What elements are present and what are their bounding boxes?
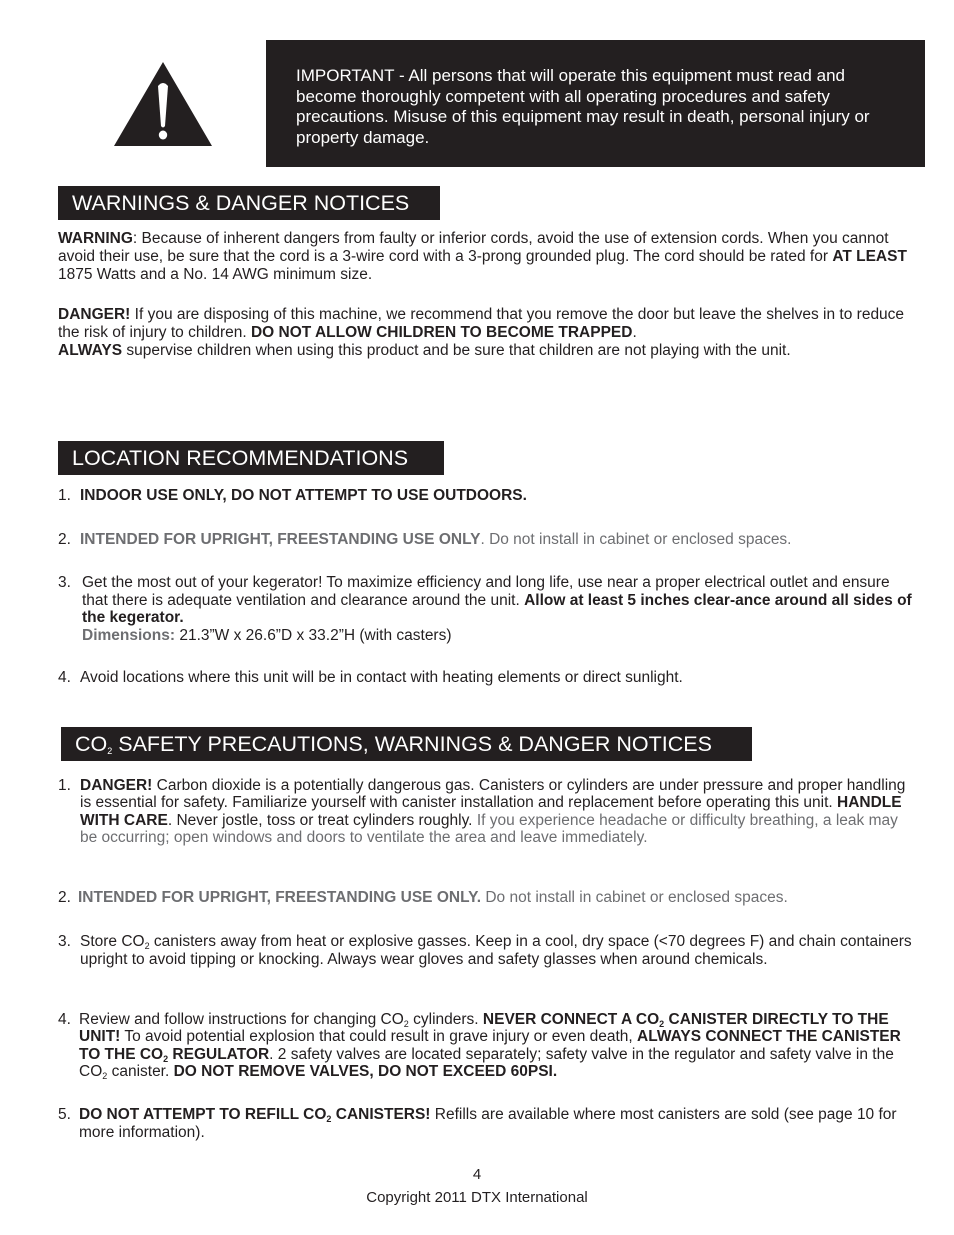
co2-item-text: To avoid potential explosion that could result in grave injury or even death, xyxy=(120,1028,638,1046)
item-number: 2. xyxy=(58,531,71,548)
dimensions-label: Dimensions: xyxy=(82,626,176,644)
location-item xyxy=(58,574,914,644)
always-label: ALWAYS xyxy=(58,342,123,359)
danger-paragraph xyxy=(58,306,914,360)
co2-item-text: . 2 safety valves are located separately; safety valve in the regulator and safety valve in the CO xyxy=(79,1045,894,1080)
location-title: LOCATION RECOMMENDATIONS xyxy=(72,446,409,470)
important-notice xyxy=(266,40,925,167)
warnings-section-header xyxy=(58,186,440,220)
warning-paragraph xyxy=(58,230,914,284)
page-number: 4 xyxy=(472,1166,482,1183)
location-item-text: Get the most out of your kegerator! To maximize efficiency and long life, use near a proper electrical outlet and ensure that there is adequate ventilation and clearance around the unit. xyxy=(82,574,890,609)
warning-label: WARNING xyxy=(58,230,133,247)
co2-title-pre: CO xyxy=(75,732,108,756)
item-number: 4. xyxy=(58,1011,71,1028)
item-number: 3. xyxy=(58,933,71,950)
item-number: 5. xyxy=(58,1106,71,1123)
item-number: 3. xyxy=(58,574,71,591)
co2-title-sub: 2 xyxy=(107,746,113,756)
warning-bold: AT LEAST xyxy=(832,248,907,265)
co2-item-bold: INTENDED FOR UPRIGHT, FREESTANDING USE ONLY. xyxy=(78,889,482,906)
co2-sub: 2 xyxy=(403,1019,409,1029)
co2-title-post: SAFETY PRECAUTIONS, WARNINGS & DANGER NOTICES xyxy=(112,732,712,756)
location-item-bold: INTENDED FOR UPRIGHT, FREESTANDING USE ONLY xyxy=(80,531,481,548)
warnings-title: WARNINGS & DANGER NOTICES xyxy=(72,191,410,215)
location-item-text: . Do not install in cabinet or enclosed spaces. xyxy=(480,531,792,548)
co2-item xyxy=(58,1011,914,1080)
location-item xyxy=(58,531,914,549)
danger-text: If you are disposing of this machine, we recommend that you remove the door but leave the shelves in to reduce the risk of injury to children. xyxy=(58,306,905,341)
warning-triangle-icon xyxy=(112,60,214,148)
important-text: IMPORTANT - All persons that will operate this equipment must read and become thoroughly competent with all operating procedures and safety precautions. Misuse of this equipment may result in death, personal injury or property damage. xyxy=(296,66,870,147)
danger-bold: DO NOT ALLOW CHILDREN TO BECOME TRAPPED xyxy=(250,324,633,341)
co2-item-text: . Never jostle, toss or treat cylinders roughly. xyxy=(167,811,477,829)
co2-section-header xyxy=(61,727,752,761)
co2-item-text: Carbon dioxide is a potentially dangerous gas. Canisters or cylinders are under pressure and proper handling is essential for safety. Familiarize yourself with canister installation and replacement before operating this unit. xyxy=(80,777,906,812)
co2-item-text: canisters away from heat or explosive gasses. Keep in a cool, dry space (<70 degrees F) and chain containers upright to avoid tipping or knocking. Always wear gloves and safety glasses when around chemicals. xyxy=(80,933,912,968)
co2-sub: 2 xyxy=(326,1114,332,1124)
co2-item-text: cylinders. xyxy=(408,1011,483,1028)
dimensions-value: 21.3”W x 26.6”D x 33.2”H (with casters) xyxy=(175,626,452,644)
co2-sub: 2 xyxy=(659,1019,665,1029)
co2-item xyxy=(58,1106,914,1141)
co2-item-gray: If you experience headache or difficulty breathing, a leak may be occurring; open windows and doors to ventilate the area and leave immediately. xyxy=(80,811,898,846)
co2-item xyxy=(58,777,914,846)
co2-sub: 2 xyxy=(144,941,150,951)
location-section-header xyxy=(58,441,444,475)
co2-item-bold: HANDLE WITH CARE xyxy=(80,794,902,829)
danger-label: DANGER! xyxy=(58,306,131,323)
co2-item-text: Do not install in cabinet or enclosed spaces. xyxy=(481,889,788,906)
co2-item-bold: ALWAYS CONNECT THE CANISTER TO THE CO xyxy=(79,1028,901,1063)
danger-text-end: . xyxy=(632,324,637,341)
co2-item-bold: CANISTERS! xyxy=(331,1106,431,1123)
co2-item-text: canister. xyxy=(107,1062,174,1080)
co2-item-bold: DO NOT REMOVE VALVES, DO NOT EXCEED 60PSI. xyxy=(173,1062,558,1080)
item-number: 4. xyxy=(58,669,71,686)
copyright: Copyright 2011 DTX International xyxy=(366,1189,588,1206)
item-number: 2. xyxy=(58,889,71,906)
co2-item-bold: CANISTER DIRECTLY TO THE UNIT! xyxy=(79,1011,889,1046)
item-number: 1. xyxy=(58,487,71,504)
location-item-bold: Allow at least 5 inches clear-ance around all sides of the kegerator. xyxy=(82,591,912,626)
location-item-text: Avoid locations where this unit will be in contact with heating elements or direct sunlight. xyxy=(80,669,683,686)
co2-item-bold: DO NOT ATTEMPT TO REFILL CO xyxy=(79,1106,327,1123)
co2-danger-label: DANGER! xyxy=(80,777,153,794)
co2-item xyxy=(58,933,914,968)
co2-item-text: Store CO xyxy=(80,933,145,950)
co2-sub: 2 xyxy=(163,1053,169,1064)
co2-item xyxy=(58,889,914,907)
always-text: supervise children when using this product and be sure that children are not playing with the unit. xyxy=(122,342,791,359)
warning-text: : Because of inherent dangers from faulty or inferior cords, avoid the use of extension cords. When you cannot avoid their use, be sure that the cord is a 3-wire cord with a 3-prong grounded plug. The cord should be rated for xyxy=(58,230,889,265)
co2-sub: 2 xyxy=(102,1070,108,1081)
co2-item-text: Refills are available where most canisters are sold (see page 10 for more information). xyxy=(79,1106,897,1141)
co2-item-bold: REGULATOR xyxy=(168,1045,270,1063)
location-item xyxy=(58,487,914,505)
location-item-bold: INDOOR USE ONLY, DO NOT ATTEMPT TO USE OUTDOORS. xyxy=(80,487,527,504)
co2-item-bold: NEVER CONNECT A CO xyxy=(482,1011,660,1028)
warning-text-end: 1875 Watts and a No. 14 AWG minimum size. xyxy=(58,266,373,283)
co2-item-text: Review and follow instructions for changing CO xyxy=(79,1011,404,1028)
location-item xyxy=(58,669,914,687)
item-number: 1. xyxy=(58,777,71,794)
